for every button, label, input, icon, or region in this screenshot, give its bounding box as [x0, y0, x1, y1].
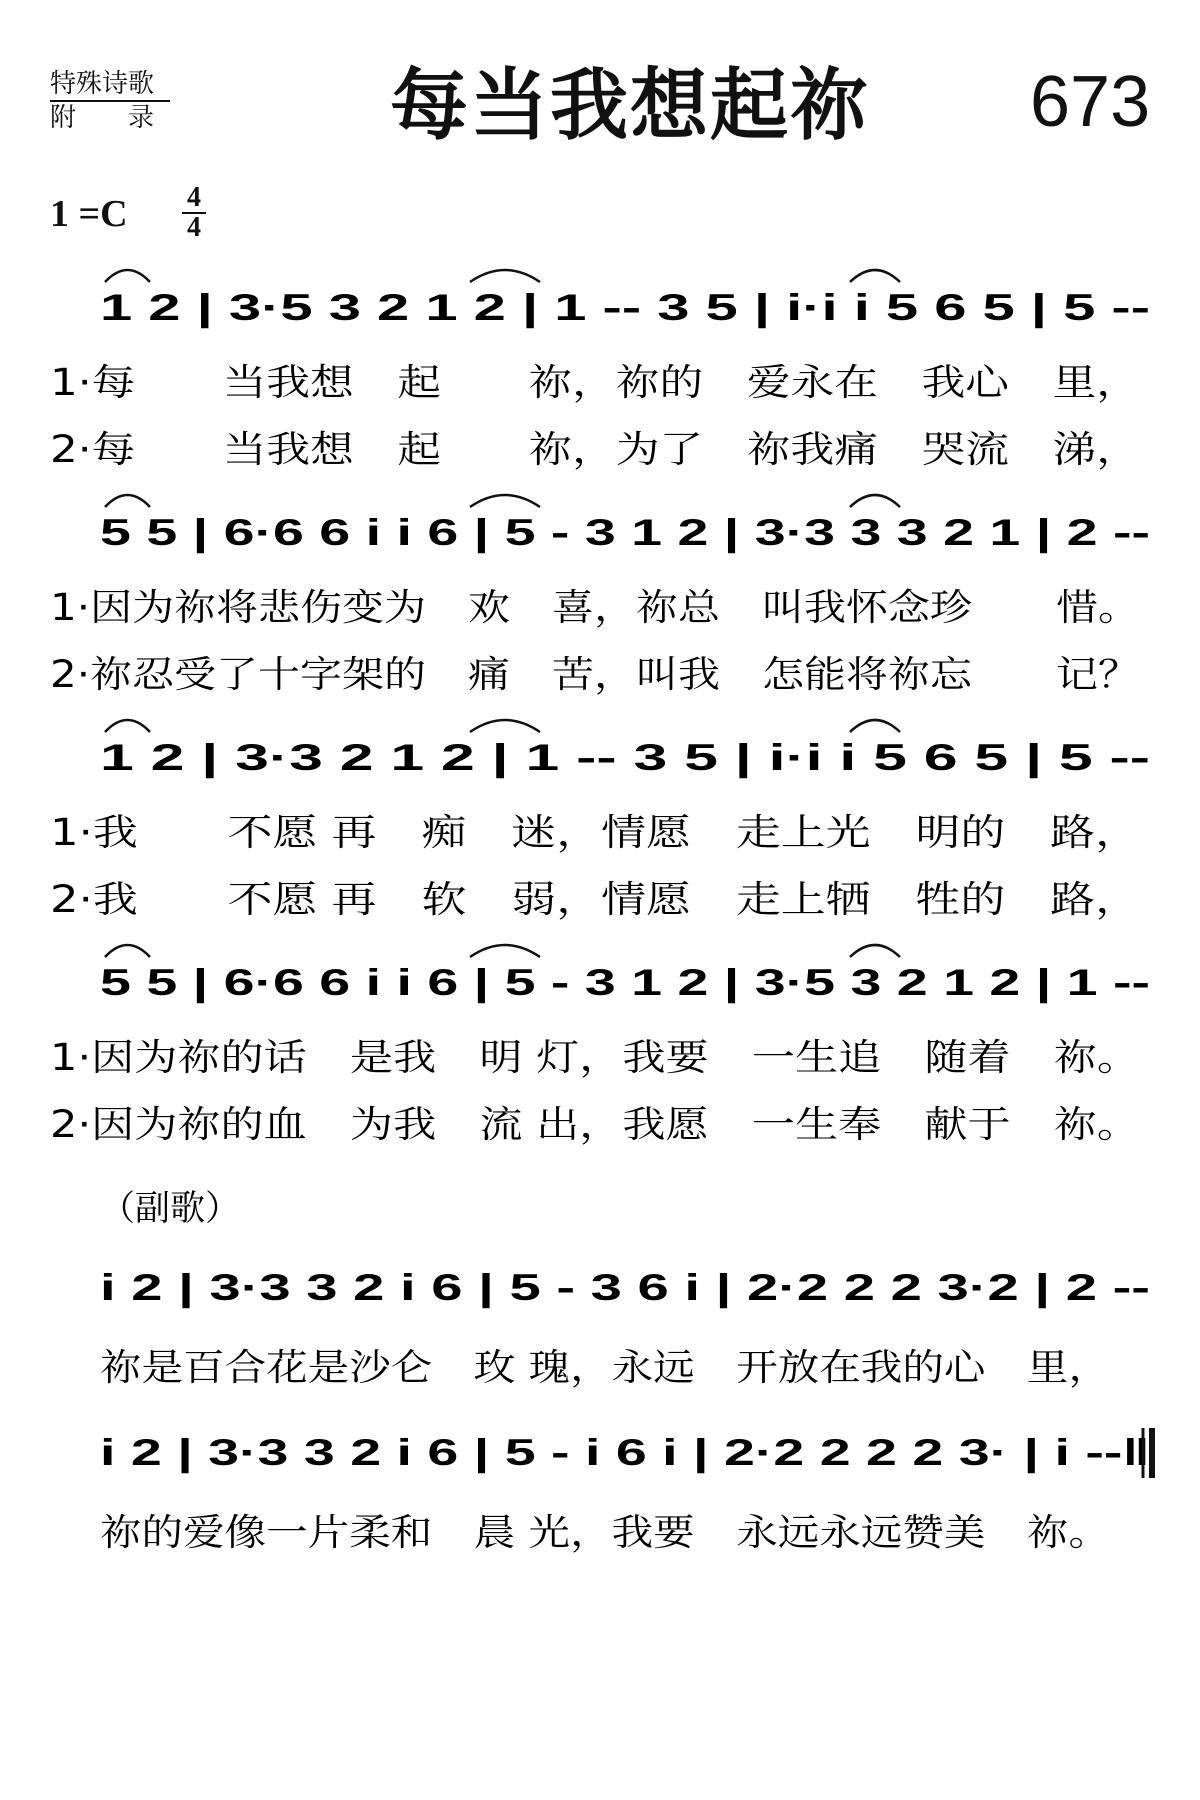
chorus-notation-line: i 2 | 3·3 3 2 i 6 | 5 - i 6 i | 2·2 2 2 2 3· | i --‖ [100, 1432, 800, 1473]
time-signature-bottom: 4 [187, 212, 201, 243]
chorus-lyric: 祢是百合花是沙仑 玫 瑰，永远 开放在我的心 里， [100, 1346, 1110, 1389]
slur-arc [470, 495, 540, 507]
lyric-verse-2: 2·祢忍受了十字架的 痛 苦，叫我 怎能将祢忘 记？ [50, 653, 1140, 696]
time-signature-top: 4 [182, 184, 206, 214]
page-title: 每当我想起祢 [389, 61, 870, 151]
notation-line: 1 2 | 3·3 2 1 2 | 1 -- 3 5 | i·i i 5 6 5 | 5 -- [100, 737, 740, 778]
slur-arc [105, 720, 150, 732]
chorus-notation-line: i 2 | 3·3 3 2 i 6 | 5 - 3 6 i | 2·2 2 2 3·2 | 2 -- [100, 1267, 792, 1308]
hymn-number: 673 [1030, 62, 1151, 142]
slur-arc [850, 270, 900, 282]
category-line-2: 附 录 [50, 103, 155, 133]
lyric-verse-2: 2·我 不愿 再 软 弱，情愿 走上牺 牲的 路， [50, 878, 1140, 921]
notation-line: 1 2 | 3·5 3 2 1 2 | 1 -- 3 5 | i·i i 5 6 5 | 5 -- [100, 287, 771, 328]
slur-arc [850, 945, 900, 957]
slur-arc [470, 720, 540, 732]
slur-arc [470, 270, 540, 282]
slur-arc [105, 495, 150, 507]
lyric-verse-1: 1·我 不愿 再 痴 迷，情愿 走上光 明的 路， [50, 811, 1140, 854]
lyric-verse-1: 1·因为祢的话 是我 明 灯，我要 一生追 随着 祢。 [50, 1036, 1140, 1079]
key-signature: 1 =C [50, 193, 128, 235]
notation-line: 5 5 | 6·6 6 i i 6 | 5 - 3 1 2 | 3·5 3 2 1 2 | 1 -- [100, 962, 800, 1003]
chorus-label: （副歌） [100, 1189, 241, 1229]
slur-arc [850, 720, 900, 732]
category-line-1: 特殊诗歌 [50, 68, 170, 102]
lyric-verse-2: 2·每 当我想 起 祢，为了 祢我痛 哭流 涕， [50, 428, 1140, 471]
slur-arc [850, 495, 900, 507]
notation-line: 5 5 | 6·6 6 i i 6 | 5 - 3 1 2 | 3·3 3 3 2 1 | 2 -- [100, 512, 800, 553]
chorus-lyric: 祢的爱像一片柔和 晨 光，我要 永远永远赞美 祢。 [100, 1511, 1110, 1554]
slur-arc [105, 945, 150, 957]
lyric-verse-2: 2·因为祢的血 为我 流 出，我愿 一生奉 献于 祢。 [50, 1103, 1140, 1146]
slur-arc [470, 945, 540, 957]
slur-arc [105, 270, 150, 282]
lyric-verse-1: 1·因为祢将悲伤变为 欢 喜，祢总 叫我怀念珍 惜。 [50, 586, 1140, 629]
lyric-verse-1: 1·每 当我想 起 祢，祢的 爱永在 我心 里， [50, 361, 1140, 404]
